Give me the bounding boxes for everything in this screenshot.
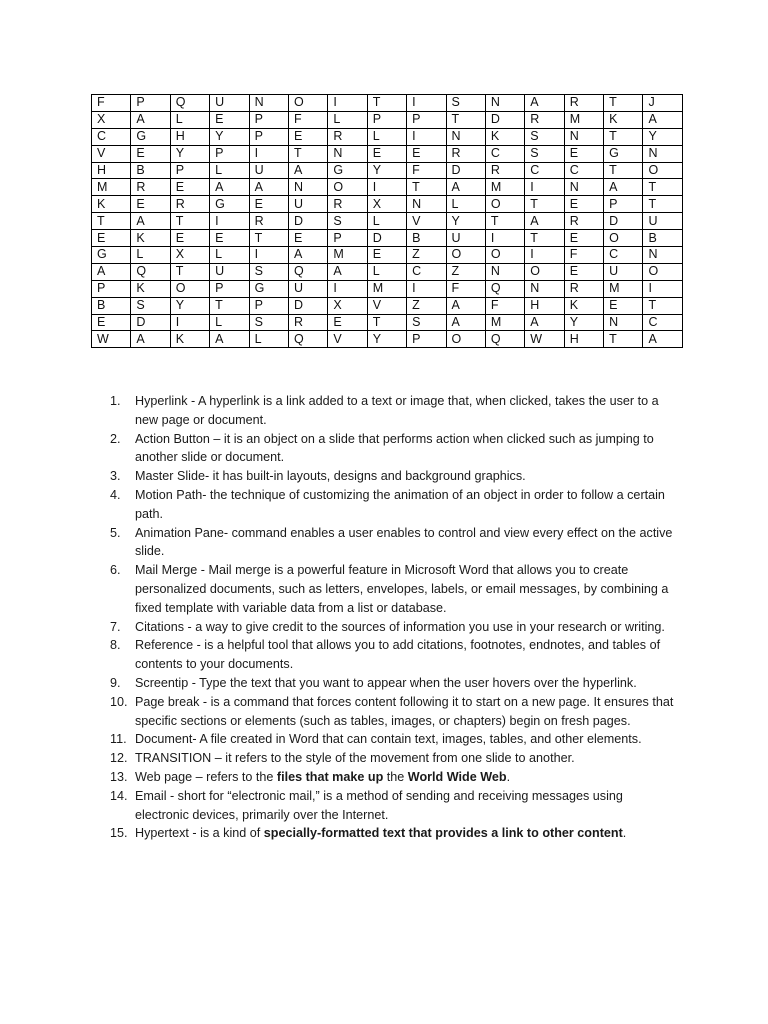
grid-cell: H <box>525 297 564 314</box>
grid-row <box>92 179 683 196</box>
grid-cell: A <box>249 179 288 196</box>
grid-cell: I <box>407 280 446 297</box>
grid-cell: E <box>328 314 367 331</box>
grid-cell: E <box>288 230 327 247</box>
grid-cell: L <box>210 314 249 331</box>
grid-cell: E <box>170 179 209 196</box>
grid-cell: Y <box>210 128 249 145</box>
definition-text: Hypertext - is a kind of <box>135 826 264 841</box>
grid-cell: F <box>446 280 485 297</box>
grid-cell: W <box>92 331 131 348</box>
definition-item <box>110 768 680 787</box>
grid-cell: U <box>604 263 643 280</box>
grid-cell: N <box>525 280 564 297</box>
definition-text: Screentip - Type the text that you want to appear when the user hovers over the hyperlink. <box>135 675 637 690</box>
grid-cell: A <box>446 297 485 314</box>
grid-cell: M <box>485 314 524 331</box>
grid-cell: V <box>92 145 131 162</box>
grid-cell: I <box>249 247 288 264</box>
grid-cell: D <box>131 314 170 331</box>
grid-cell: K <box>485 128 524 145</box>
grid-cell: X <box>367 196 406 213</box>
grid-cell: B <box>643 230 682 247</box>
grid-row <box>92 196 683 213</box>
grid-cell: O <box>643 263 682 280</box>
grid-cell: N <box>446 128 485 145</box>
grid-cell: C <box>525 162 564 179</box>
grid-cell: F <box>407 162 446 179</box>
grid-cell: I <box>407 95 446 112</box>
grid-cell: V <box>328 331 367 348</box>
grid-cell: A <box>643 331 682 348</box>
grid-cell: L <box>131 247 170 264</box>
grid-cell: Q <box>131 263 170 280</box>
grid-cell: A <box>288 162 327 179</box>
grid-cell: Z <box>407 297 446 314</box>
grid-cell: E <box>367 145 406 162</box>
definition-text: Citations - a way to give credit to the sources of information you use in your research or writing. <box>135 619 665 634</box>
grid-cell: H <box>170 128 209 145</box>
definition-text: . <box>506 769 511 784</box>
grid-cell: N <box>643 247 682 264</box>
definition-item <box>110 824 680 843</box>
definition-text: the <box>383 769 408 784</box>
grid-cell: O <box>643 162 682 179</box>
grid-cell: Q <box>288 331 327 348</box>
grid-cell: I <box>525 247 564 264</box>
definition-item <box>110 467 680 486</box>
grid-cell: C <box>604 247 643 264</box>
grid-cell: L <box>367 128 406 145</box>
grid-cell: E <box>210 111 249 128</box>
grid-cell: N <box>604 314 643 331</box>
grid-cell: P <box>131 95 170 112</box>
grid-cell: N <box>288 179 327 196</box>
grid-cell: O <box>170 280 209 297</box>
grid-cell: M <box>564 111 603 128</box>
grid-cell: A <box>131 111 170 128</box>
grid-cell: A <box>525 314 564 331</box>
grid-cell: L <box>210 162 249 179</box>
grid-cell: S <box>525 145 564 162</box>
grid-cell: E <box>564 263 603 280</box>
definition-text: Action Button – it is an object on a slide that performs action when clicked such as jumping to another slide or document. <box>135 431 654 465</box>
grid-cell: A <box>328 263 367 280</box>
grid-cell: I <box>210 213 249 230</box>
grid-cell: A <box>525 95 564 112</box>
definition-text: Page break - is a command that forces content following it to start on a new page. It ensures that specific sections or elements (such as tables, images, or chapters) begin on fresh pages. <box>135 694 674 728</box>
grid-cell: U <box>288 280 327 297</box>
grid-cell: C <box>407 263 446 280</box>
definition-text: Hyperlink - A hyperlink is a link added to a text or image that, when clicked, takes the user to a new page or document. <box>135 394 659 427</box>
definition-text: Email - short for “electronic mail,” is a method of sending and receiving messages using electronic devices, primarily over the Internet. <box>135 788 623 822</box>
grid-cell: U <box>643 213 682 230</box>
grid-cell: G <box>131 128 170 145</box>
grid-cell: S <box>249 314 288 331</box>
grid-cell: L <box>249 331 288 348</box>
grid-cell: T <box>249 230 288 247</box>
grid-cell: O <box>288 95 327 112</box>
grid-cell: I <box>367 179 406 196</box>
grid-cell: I <box>407 128 446 145</box>
grid-cell: E <box>92 230 131 247</box>
grid-cell: R <box>525 111 564 128</box>
grid-cell: R <box>446 145 485 162</box>
grid-cell: N <box>249 95 288 112</box>
grid-cell: O <box>604 230 643 247</box>
grid-cell: S <box>249 263 288 280</box>
grid-cell: L <box>170 111 209 128</box>
grid-cell: Y <box>367 331 406 348</box>
grid-cell: C <box>92 128 131 145</box>
grid-row <box>92 247 683 264</box>
grid-row <box>92 128 683 145</box>
grid-cell: D <box>446 162 485 179</box>
grid-cell: P <box>170 162 209 179</box>
definition-item <box>110 674 680 693</box>
definition-number: 13. <box>110 769 128 784</box>
grid-cell: R <box>170 196 209 213</box>
grid-cell: R <box>328 128 367 145</box>
grid-cell: K <box>170 331 209 348</box>
grid-cell: D <box>367 230 406 247</box>
grid-cell: N <box>328 145 367 162</box>
definition-item <box>110 749 680 768</box>
grid-row <box>92 297 683 314</box>
grid-cell: K <box>564 297 603 314</box>
grid-row <box>92 263 683 280</box>
definition-text: Mail Merge - Mail merge is a powerful feature in Microsoft Word that allows you to create personalized documents, such as letters, envelopes, labels, or email messages, by combining a fixed template with variable data from a list or database. <box>135 563 669 615</box>
grid-cell: S <box>328 213 367 230</box>
grid-cell: K <box>131 280 170 297</box>
grid-cell: T <box>407 179 446 196</box>
grid-cell: G <box>210 196 249 213</box>
definition-item <box>110 730 680 749</box>
grid-cell: E <box>210 230 249 247</box>
grid-cell: Q <box>485 280 524 297</box>
definition-number: 5. <box>110 525 121 540</box>
definition-text: Reference - is a helpful tool that allows you to add citations, footnotes, endnotes, and tables of contents to your documents. <box>135 638 661 672</box>
grid-cell: I <box>485 230 524 247</box>
definition-number: 1. <box>110 394 121 408</box>
grid-cell: P <box>210 145 249 162</box>
grid-cell: P <box>367 111 406 128</box>
grid-cell: R <box>564 280 603 297</box>
grid-cell: S <box>446 95 485 112</box>
grid-cell: E <box>170 230 209 247</box>
definition-item <box>110 693 680 731</box>
grid-cell: A <box>210 179 249 196</box>
grid-cell: L <box>328 111 367 128</box>
grid-cell: L <box>446 196 485 213</box>
word-search-grid-body <box>92 95 683 348</box>
definition-number: 8. <box>110 638 121 653</box>
grid-cell: T <box>604 162 643 179</box>
grid-cell: E <box>92 314 131 331</box>
grid-cell: R <box>485 162 524 179</box>
grid-cell: G <box>604 145 643 162</box>
grid-cell: Y <box>367 162 406 179</box>
grid-cell: A <box>288 247 327 264</box>
grid-cell: G <box>92 247 131 264</box>
grid-cell: S <box>131 297 170 314</box>
grid-cell: R <box>328 196 367 213</box>
grid-cell: O <box>485 196 524 213</box>
grid-cell: E <box>564 196 603 213</box>
grid-cell: J <box>643 95 682 112</box>
grid-cell: X <box>170 247 209 264</box>
grid-cell: M <box>485 179 524 196</box>
grid-row <box>92 314 683 331</box>
grid-cell: Y <box>170 297 209 314</box>
grid-cell: B <box>131 162 170 179</box>
definition-number: 14. <box>110 788 128 803</box>
grid-cell: H <box>564 331 603 348</box>
definition-item <box>110 787 680 825</box>
grid-cell: G <box>328 162 367 179</box>
grid-cell: N <box>485 263 524 280</box>
grid-cell: O <box>446 331 485 348</box>
grid-cell: A <box>210 331 249 348</box>
grid-cell: Y <box>643 128 682 145</box>
grid-cell: B <box>92 297 131 314</box>
definition-number: 4. <box>110 487 121 502</box>
definition-text: TRANSITION – it refers to the style of the movement from one slide to another. <box>135 751 575 766</box>
grid-cell: S <box>407 314 446 331</box>
definition-number: 11. <box>110 732 127 747</box>
grid-cell: P <box>249 111 288 128</box>
grid-cell: U <box>249 162 288 179</box>
definition-text: Master Slide- it has built-in layouts, designs and background graphics. <box>135 469 526 484</box>
grid-cell: C <box>485 145 524 162</box>
definition-number: 15. <box>110 826 128 841</box>
grid-cell: F <box>485 297 524 314</box>
grid-cell: X <box>328 297 367 314</box>
grid-row <box>92 280 683 297</box>
grid-cell: I <box>328 95 367 112</box>
grid-cell: U <box>210 95 249 112</box>
grid-row <box>92 230 683 247</box>
grid-cell: T <box>446 111 485 128</box>
grid-cell: P <box>407 331 446 348</box>
grid-cell: R <box>288 314 327 331</box>
definition-text: Motion Path- the technique of customizing the animation of an object in order to follow a certain path. <box>135 487 665 521</box>
definition-number: 12. <box>110 751 128 766</box>
grid-cell: Z <box>446 263 485 280</box>
grid-row <box>92 162 683 179</box>
definition-bold-text: files that make up <box>276 769 384 784</box>
grid-cell: T <box>288 145 327 162</box>
grid-cell: V <box>367 297 406 314</box>
grid-cell: Y <box>170 145 209 162</box>
grid-cell: S <box>525 128 564 145</box>
grid-cell: A <box>92 263 131 280</box>
grid-cell: T <box>170 213 209 230</box>
grid-cell: P <box>92 280 131 297</box>
grid-cell: T <box>604 331 643 348</box>
definition-number: 6. <box>110 563 121 578</box>
definition-item <box>110 524 680 562</box>
definition-bold-text: World Wide Web <box>407 769 507 784</box>
grid-cell: I <box>328 280 367 297</box>
grid-cell: I <box>643 280 682 297</box>
grid-cell: D <box>604 213 643 230</box>
grid-cell: O <box>525 263 564 280</box>
grid-cell: E <box>288 128 327 145</box>
grid-cell: T <box>210 297 249 314</box>
grid-cell: L <box>210 247 249 264</box>
definition-number: 9. <box>110 675 121 690</box>
grid-cell: I <box>525 179 564 196</box>
grid-row <box>92 331 683 348</box>
grid-cell: B <box>407 230 446 247</box>
grid-cell: P <box>407 111 446 128</box>
grid-cell: A <box>643 111 682 128</box>
grid-cell: E <box>131 196 170 213</box>
grid-cell: N <box>564 128 603 145</box>
grid-cell: D <box>288 297 327 314</box>
grid-cell: P <box>604 196 643 213</box>
grid-cell: T <box>604 128 643 145</box>
grid-cell: Q <box>170 95 209 112</box>
grid-cell: O <box>328 179 367 196</box>
grid-cell: T <box>643 196 682 213</box>
grid-cell: Q <box>288 263 327 280</box>
definition-text: . <box>622 826 627 841</box>
grid-cell: T <box>525 196 564 213</box>
grid-cell: Q <box>485 331 524 348</box>
grid-cell: O <box>485 247 524 264</box>
definitions-list <box>110 392 680 843</box>
definition-item <box>110 636 680 674</box>
grid-cell: T <box>525 230 564 247</box>
grid-cell: U <box>446 230 485 247</box>
grid-cell: K <box>131 230 170 247</box>
grid-cell: E <box>367 247 406 264</box>
grid-cell: E <box>564 145 603 162</box>
grid-cell: C <box>643 314 682 331</box>
grid-cell: Y <box>446 213 485 230</box>
grid-cell: C <box>564 162 603 179</box>
grid-row <box>92 213 683 230</box>
grid-cell: R <box>564 95 603 112</box>
grid-cell: Y <box>564 314 603 331</box>
grid-cell: U <box>288 196 327 213</box>
definition-number: 7. <box>110 619 121 634</box>
grid-cell: E <box>564 230 603 247</box>
grid-cell: E <box>604 297 643 314</box>
grid-cell: F <box>288 111 327 128</box>
grid-cell: F <box>564 247 603 264</box>
definition-number: 3. <box>110 469 121 484</box>
grid-row <box>92 95 683 112</box>
grid-cell: H <box>92 162 131 179</box>
grid-cell: P <box>328 230 367 247</box>
grid-cell: W <box>525 331 564 348</box>
grid-cell: K <box>92 196 131 213</box>
grid-cell: T <box>643 297 682 314</box>
grid-cell: N <box>485 95 524 112</box>
definition-number: 2. <box>110 431 121 446</box>
grid-cell: Z <box>407 247 446 264</box>
grid-cell: F <box>92 95 131 112</box>
grid-cell: D <box>288 213 327 230</box>
grid-cell: N <box>643 145 682 162</box>
grid-cell: T <box>367 95 406 112</box>
grid-cell: E <box>249 196 288 213</box>
grid-cell: U <box>210 263 249 280</box>
grid-cell: O <box>446 247 485 264</box>
grid-cell: X <box>92 111 131 128</box>
definition-text: Web page – refers to the <box>135 769 277 784</box>
grid-row <box>92 145 683 162</box>
grid-cell: A <box>131 331 170 348</box>
grid-cell: A <box>525 213 564 230</box>
definition-item <box>110 392 680 430</box>
grid-cell: L <box>367 213 406 230</box>
grid-row <box>92 111 683 128</box>
grid-cell: L <box>367 263 406 280</box>
grid-cell: G <box>249 280 288 297</box>
grid-cell: A <box>604 179 643 196</box>
grid-cell: A <box>131 213 170 230</box>
grid-cell: T <box>92 213 131 230</box>
definition-bold-text: specially-formatted text that provides a link to other content <box>263 826 623 841</box>
grid-cell: E <box>131 145 170 162</box>
grid-cell: R <box>564 213 603 230</box>
grid-cell: P <box>249 128 288 145</box>
grid-cell: T <box>604 95 643 112</box>
grid-cell: E <box>407 145 446 162</box>
grid-cell: A <box>446 314 485 331</box>
grid-cell: I <box>170 314 209 331</box>
grid-cell: T <box>170 263 209 280</box>
grid-cell: T <box>485 213 524 230</box>
grid-cell: M <box>92 179 131 196</box>
definition-item <box>110 561 680 617</box>
grid-cell: N <box>564 179 603 196</box>
grid-cell: T <box>367 314 406 331</box>
grid-cell: P <box>210 280 249 297</box>
definition-item <box>110 486 680 524</box>
grid-cell: M <box>328 247 367 264</box>
grid-cell: M <box>604 280 643 297</box>
grid-cell: R <box>131 179 170 196</box>
grid-cell: D <box>485 111 524 128</box>
grid-cell: P <box>249 297 288 314</box>
definition-number: 10. <box>110 694 128 709</box>
definition-text: Animation Pane- command enables a user enables to control and view every effect on the active slide. <box>135 525 673 559</box>
grid-cell: A <box>446 179 485 196</box>
grid-cell: K <box>604 111 643 128</box>
grid-cell: M <box>367 280 406 297</box>
definition-item <box>110 618 680 637</box>
grid-cell: T <box>643 179 682 196</box>
grid-cell: V <box>407 213 446 230</box>
definition-text: Document- A file created in Word that can contain text, images, tables, and other elements. <box>135 732 642 747</box>
grid-cell: R <box>249 213 288 230</box>
definition-item <box>110 430 680 468</box>
word-search-grid <box>91 94 683 348</box>
grid-cell: I <box>249 145 288 162</box>
grid-cell: N <box>407 196 446 213</box>
